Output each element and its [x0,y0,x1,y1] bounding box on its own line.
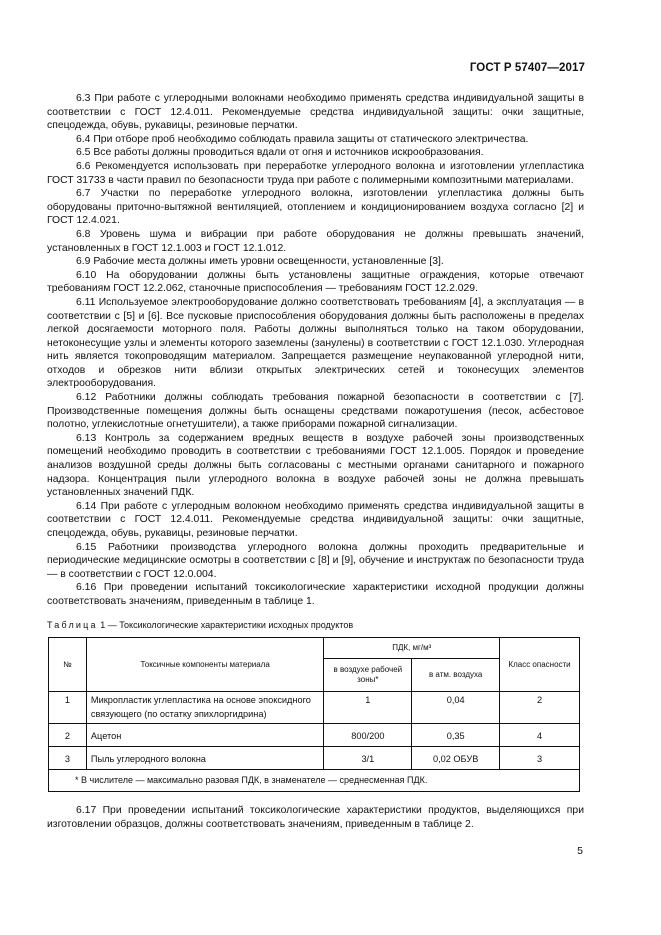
standard-header: ГОСТ Р 57407—2017 [469,62,585,74]
paragraph-6-3: 6.3 При работе с углеродными волокнами необходимо применять средства индивидуальной защиты в соответствии с ГОСТ 12.4.011. Рекомендуемые средства индивидуальной защиты: очки защитные, спецодежда, обувь, рукавицы, резиновые перчатки. [47,93,584,132]
cell-work-zone: 3/1 [324,746,412,769]
table-row [49,692,580,724]
paragraph-6-9: 6.9 Рабочие места должны иметь уровни освещенности, установленные [3]. [76,256,444,268]
header-work-zone: в воздухе рабочей зоны* [324,659,412,692]
cell-atm: 0,35 [412,724,500,747]
paragraph-6-15: 6.15 Работники производства углеродного волокна должны проходить предварительные и периодические медицинские осмотры в соответствии с [8] и [9], обучение и инструктаж по безопасности труда — в соответствии с ГОСТ 12.0.004. [47,541,584,580]
paragraph-6-16: 6.16 При проведении испытаний токсикологические характеристики исходной продукции должны соответствовать значениям, приведенным в таблице 1. [47,582,584,607]
header-pdk: ПДК, мг/м³ [324,638,500,659]
header-num: № [49,638,87,692]
paragraph-6-17: 6.17 При проведении испытаний токсикологические характеристики продуктов, выделяющихся при изготовлении образцов, должны соответствовать значениям, приведенным в таблице 2. [47,805,584,830]
table-footnote: * В числителе — максимально разовая ПДК, в знаменателе — среднесменная ПДК. [49,769,580,792]
paragraph-6-4: 6.4 При отборе проб необходимо соблюдать правила защиты от статического электричества. [76,133,529,145]
paragraph-6-8: 6.8 Уровень шума и вибрации при работе оборудования не должны превышать значений, установленных в ГОСТ 12.1.003 и ГОСТ 12.1.012. [47,228,584,254]
cell-atm: 0,04 [412,692,500,724]
cell-num: 2 [49,724,87,747]
paragraph-6-12: 6.12 Работники должны соблюдать требования пожарной безопасности в соответствии с [7]. Производственные помещения должны быть оснащены средствами пожаротушения (песок, асбестовое полотно, углекислотные огнетушители), а также приборами пожарной сигнализации. [47,392,584,431]
paragraph-6-13: 6.13 Контроль за содержанием вредных веществ в воздухе рабочей зоны производственных помещений необходимо проводить в соответствии с требованиями ГОСТ 12.1.005. Порядок и проведение анализов воздушной среды должны быть согласованы с местными органами санитарного и пожарного надзора. Концентрация пыли углеродного волокна в воздухе рабочей зоны не должна превышать установленных значений ПДК. [47,432,584,499]
document-body [47,92,584,831]
table-caption [47,619,584,633]
cell-hazard-class: 2 [500,692,580,724]
table-caption-text: 1 — Токсикологические характеристики исходных продуктов [100,619,354,630]
header-atm-air: в атм. воздуха [412,659,500,692]
cell-work-zone: 800/200 [324,724,412,747]
cell-component: Микропластик углепластика на основе эпоксидного связующего (по остатку эпихлоргидрина) [86,692,323,724]
table-caption-word: Таблица [47,619,98,630]
cell-num: 3 [49,746,87,769]
cell-component: Ацетон [86,724,323,747]
page-number: 5 [577,845,583,857]
paragraph-6-10: 6.10 На оборудовании должны быть установлены защитные ограждения, которые отвечают требованиям ГОСТ 12.2.062, станочные приспособления — требованиям ГОСТ 12.2.029. [47,269,584,295]
table-row [49,746,580,769]
paragraph-6-11: 6.11 Используемое электрооборудование должно соответствовать требованиям [4], а эксплуатация — в соответствии с [5] и [6]. Все пусковые приспособления оборудования должны быть расположены в пределах легкой досягаемости моторного поля. Работы должны выполняться только на таком оборудовании, нетоконесущие узлы и элементы которого заземлены (занулены) в соответствии с ГОСТ 12.1.030. Углеродная нить является токопроводящим материалом. Запрещается размещение неупакованной углеродной нити, отходов и обрезков нити вблизи открытых электрических сетей и токонесущих элементов электрооборудования. [47,296,584,390]
cell-atm: 0,02 ОБУВ [412,746,500,769]
paragraph-6-14: 6.14 При работе с углеродным волокном необходимо применять средства индивидуальной защиты в соответствии с ГОСТ 12.4.011. Рекомендуемые средства индивидуальной защиты: очки защитные, спецодежда, обувь, рукавицы, резиновые перчатки. [47,500,584,539]
paragraph-6-6: 6.6 Рекомендуется использовать при переработке углеродного волокна и изготовлении углепластика ГОСТ 31733 в части правил по безопасности труда при работе с полимерными композитными материалами. [47,160,584,186]
table-row [49,724,580,747]
cell-work-zone: 1 [324,692,412,724]
paragraph-6-5: 6.5 Все работы должны проводиться вдали от огня и источников искрообразования. [76,147,484,159]
cell-component: Пыль углеродного волокна [86,746,323,769]
toxicology-table [48,637,580,792]
cell-hazard-class: 4 [500,724,580,747]
header-hazard-class: Класс опасности [500,638,580,692]
cell-num: 1 [49,692,87,724]
paragraph-6-7: 6.7 Участки по переработке углеродного волокна, изготовлении углепластика должны быть оборудованы приточно-вытяжной вентиляцией, отоплением и кондиционированием воздуха согласно [2] и ГОСТ 12.4.021. [47,188,584,227]
cell-hazard-class: 3 [500,746,580,769]
header-component: Токсичные компоненты материала [86,638,323,692]
